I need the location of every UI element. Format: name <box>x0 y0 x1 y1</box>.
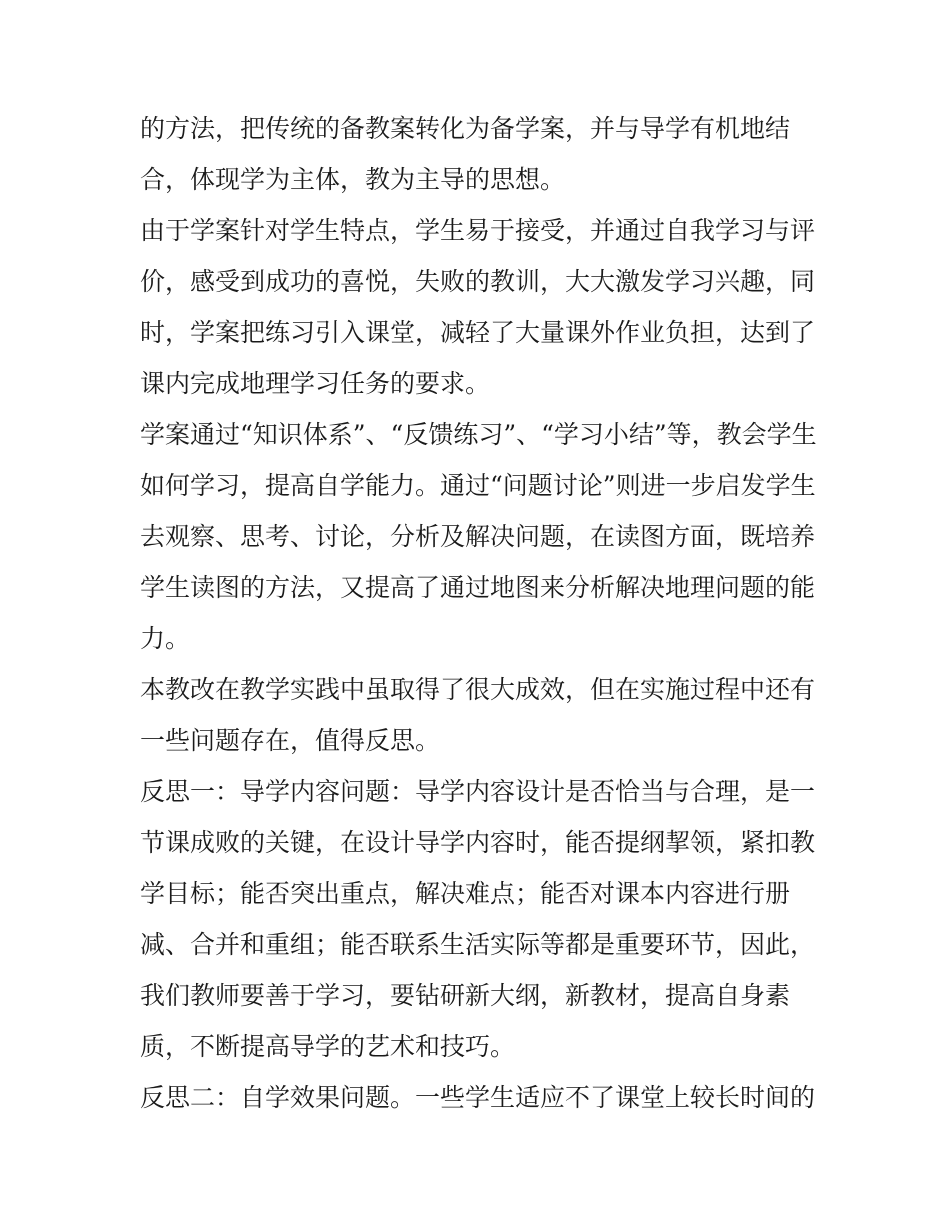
text-line: 由于学案针对学生特点，学生易于接受，并通过自我学习与评 <box>140 216 816 245</box>
text-line: 去观察、思考、讨论，分析及解决问题，在读图方面，既培养 <box>140 522 816 551</box>
text-line: 反思一：导学内容问题：导学内容设计是否恰当与合理，是一 <box>140 777 816 806</box>
text-line: 学目标；能否突出重点，解决难点；能否对课本内容进行册 <box>140 879 791 908</box>
text-line: 课内完成地理学习任务的要求。 <box>140 369 491 398</box>
text-line: 质，不断提高导学的艺术和技巧。 <box>140 1032 516 1061</box>
text-line: 时，学案把练习引入课堂，减轻了大量课外作业负担，达到了 <box>140 318 816 347</box>
text-line: 力。 <box>140 624 191 653</box>
text-line: 我们教师要善于学习，要钻研新大纲，新教材，提高自身素 <box>140 981 791 1010</box>
text-line: 学案通过“知识体系”、“反馈练习”、“学习小结”等，教会学生 <box>140 420 817 449</box>
text-line: 学生读图的方法，又提高了通过地图来分析解决地理问题的能 <box>140 573 816 602</box>
text-line: 一些问题存在，值得反思。 <box>140 726 441 755</box>
text-line: 合，体现学为主体，教为主导的思想。 <box>140 165 566 194</box>
text-line: 节课成败的关键，在设计导学内容时，能否提纲挈领，紧扣教 <box>140 828 816 857</box>
text-line: 的方法，把传统的备教案转化为备学案，并与导学有机地结 <box>140 114 791 143</box>
text-line: 反思二：自学效果问题。一些学生适应不了课堂上较长时间的 <box>140 1083 816 1112</box>
text-line: 本教改在教学实践中虽取得了很大成效，但在实施过程中还有 <box>140 675 816 704</box>
text-line: 价，感受到成功的喜悦，失败的教训，大大激发学习兴趣，同 <box>140 267 816 296</box>
text-line: 减、合并和重组；能否联系生活实际等都是重要环节，因此， <box>140 930 816 959</box>
text-line: 如何学习，提高自学能力。通过“问题讨论”则进一步启发学生 <box>140 471 816 500</box>
